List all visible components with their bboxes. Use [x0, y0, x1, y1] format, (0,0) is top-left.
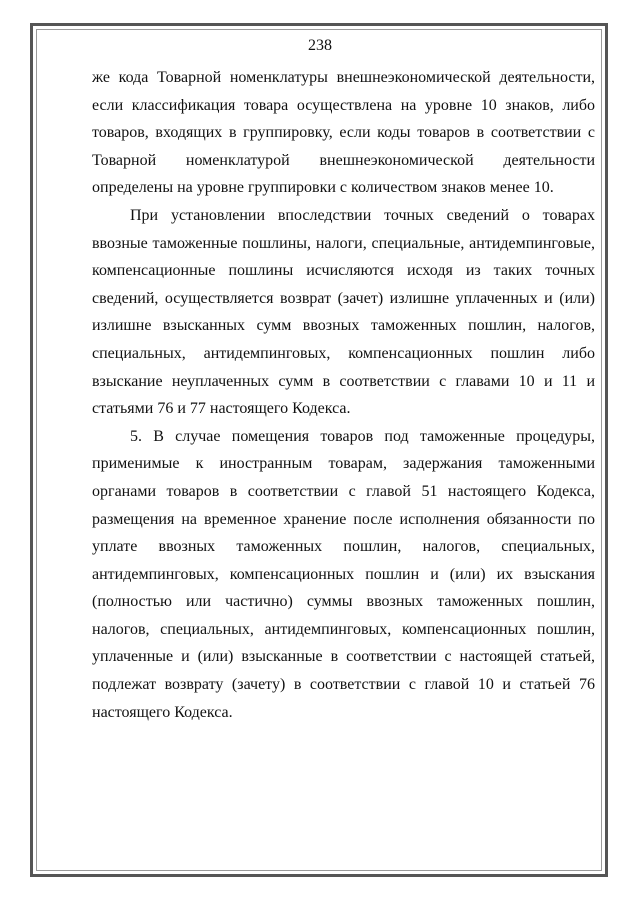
paragraph-continuation: же кода Товарной номенклатуры внешнеэкономической деятельности, если классификация товара осуществлена на уровне 10 знаков, либо товаров, входящих в группировку, если коды товаров в соответствии с Товарной номенклатурой внешнеэкономической деятельности определены на уровне группировки с количеством знаков менее 10.: [92, 69, 595, 197]
paragraph-item-5: 5. В случае помещения товаров под таможенные процедуры, применимые к иностранным товарам, задержания таможенными органами товаров в соответствии с главой 51 настоящего Кодекса, размещения на временное хранение после исполнения обязанности по уплате ввозных таможенных пошлин, налогов, специальных, антидемпинговых, компенсационных пошлин и (или) их взыскания (полностью или частично) суммы ввозных таможенных пошлин, налогов, специальных, антидемпинговых, компенсационных пошлин, уплаченные и (или) взысканные в соответствии с настоящей статьей, подлежат возврату (зачету) в соответствии с главой 10 и статьей 76 настоящего Кодекса.: [92, 427, 595, 721]
document-body: [92, 64, 595, 726]
page-number: 238: [308, 37, 332, 54]
paragraph-exact-info: При установлении впоследствии точных сведений о товарах ввозные таможенные пошлины, налоги, специальные, антидемпинговые, компенсационные пошлины исчисляются исходя из таких точных сведений, осуществляется возврат (зачет) излишне уплаченных и (или) излишне взысканных сумм ввозных таможенных пошлин, налогов, специальных, антидемпинговых, компенсационных пошлин либо взыскание неуплаченных сумм в соответствии с главами 10 и 11 и статьями 76 и 77 настоящего Кодекса.: [92, 206, 595, 418]
